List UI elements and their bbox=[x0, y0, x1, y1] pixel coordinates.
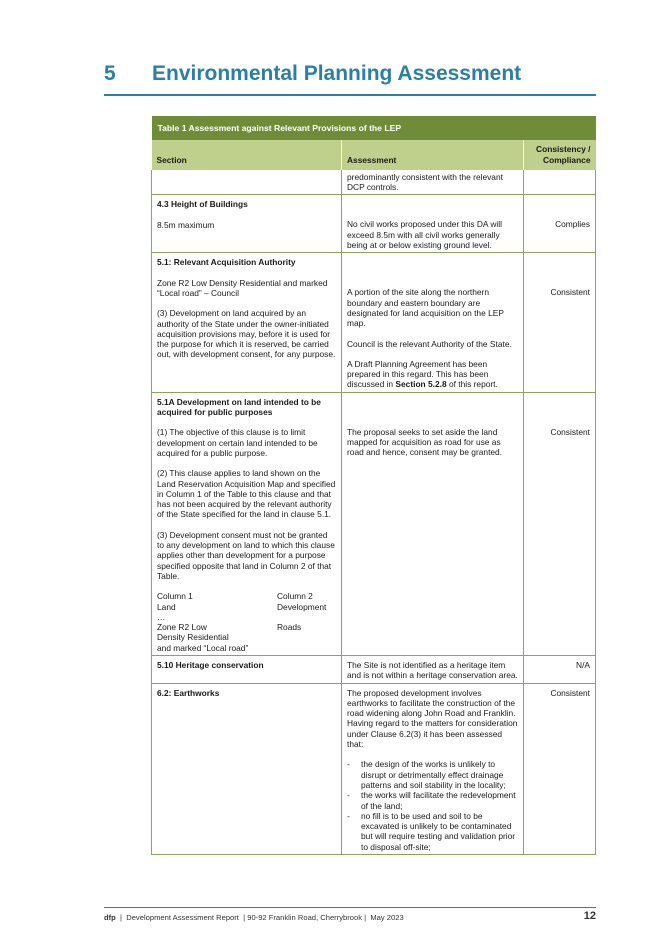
footer bbox=[104, 913, 404, 922]
page-number: 12 bbox=[583, 910, 596, 922]
list-item: - the design of the works is unlikely to disrupt or detrimentally effect drainage patterns and soil stability in the locality; bbox=[347, 759, 518, 790]
assessment-cell: A portion of the site along the northern boundary and eastern boundary are designated for land acquisition on the LEP map. Council is the relevant Authority of the State. A Draft Planning Agreement has been prepared in this regard. This has been discussed in Section 5.2.8 of this report. bbox=[342, 253, 524, 392]
footer-rule bbox=[104, 907, 596, 908]
table-row bbox=[152, 392, 596, 655]
section-cell bbox=[152, 655, 342, 683]
compliance-cell: Consistent bbox=[524, 392, 596, 655]
compliance-cell: Complies bbox=[524, 195, 596, 253]
section-cell: 4.3 Height of Buildings 8.5m maximum bbox=[152, 195, 342, 253]
section-cell: 5.1A Development on land intended to be acquired for public purposes (1) The objective of this clause is to limit development on certain land intended to be acquired for a public purpose. (2) This clause applies to land shown on the Land Reservation Acquisition Map and specified in Column 1 of the Table to this clause and that has not been acquired by the relevant authority of the State specified for the land in clause 5.1. (3) Development consent must not be granted to any development on land to which this clause applies other than development for a purpose specified opposite that land in Column 2 of that Table. Column 1 LandColumn 2 Development … Zone R2 Low Density Residential and marked “Local road”Roads bbox=[152, 392, 342, 655]
assessment-cell: predominantly consistent with the relevant DCP controls. bbox=[342, 170, 524, 195]
assessment-cell: No civil works proposed under this DA will exceed 8.5m with all civil works generally being at or below existing ground level. bbox=[342, 195, 524, 253]
assessment-cell: The proposal seeks to set aside the land mapped for acquisition as road for use as road and hence, consent may be granted. bbox=[342, 392, 524, 655]
header-section: Section bbox=[152, 140, 342, 170]
section-heading bbox=[104, 62, 596, 94]
row-title: 5.10 Heritage conservation bbox=[157, 659, 264, 670]
section-cell: 5.1: Relevant Acquisition Authority Zone R2 Low Density Residential and marked “Local road” – Council (3) Development on land acquired by an authority of the State under the owner-initiated acquisition provisions may, before it is used for the purpose for which it is reserved, be carried out, with development consent, for any purpose. bbox=[152, 253, 342, 392]
footer-brand: dfp bbox=[104, 913, 116, 922]
row-title: 4.3 Height of Buildings bbox=[157, 199, 248, 210]
land-table: Column 1 LandColumn 2 Development bbox=[157, 591, 327, 612]
section-number: 5 bbox=[104, 62, 116, 85]
section-cell bbox=[152, 683, 342, 854]
table-header-row bbox=[152, 140, 596, 170]
header-compliance: Consistency / Compliance bbox=[524, 140, 596, 170]
compliance-cell: Consistent bbox=[524, 253, 596, 392]
assessment-cell: The proposed development involves earthworks to facilitate the construction of the road widening along John Road and Franklin. Having regard to the matters for consideration under Clause 6.2(3) it has been assessed that: - the design of the works is unlikely to disrupt or detrimentally effect drainage patterns and soil stability in the locality; - the works will facilitate the redevelopment of the land; - no fill is to be used and soil to be excavated is unlikely to be contaminated but will require testing and validation prior to disposal off-site; bbox=[342, 683, 524, 854]
table-row bbox=[152, 253, 596, 392]
compliance-cell: Consistent bbox=[524, 683, 596, 854]
list-item: - no fill is to be used and soil to be excavated is unlikely to be contaminated but will require testing and validation prior to disposal off-site; bbox=[347, 811, 518, 852]
table-row bbox=[152, 170, 596, 195]
table-title: Table 1 Assessment against Relevant Provisions of the LEP bbox=[152, 116, 596, 140]
footer-text: | Development Assessment Report | 90-92 Franklin Road, Cherrybrook | May 2023 bbox=[115, 913, 404, 922]
header-assessment: Assessment bbox=[342, 140, 524, 170]
heading-rule bbox=[104, 94, 596, 96]
list-item: - the works will facilitate the redevelopment of the land; bbox=[347, 790, 518, 811]
row-title: 5.1: Relevant Acquisition Authority bbox=[157, 257, 296, 268]
row-title: 5.1A Development on land intended to be acquired for public purposes bbox=[157, 396, 321, 418]
table-row bbox=[152, 195, 596, 253]
table-row bbox=[152, 683, 596, 854]
section-title: Environmental Planning Assessment bbox=[152, 62, 522, 85]
assessment-cell: The Site is not identified as a heritage item and is not within a heritage conservation area. bbox=[342, 655, 524, 683]
table-row bbox=[152, 655, 596, 683]
compliance-cell: N/A bbox=[524, 655, 596, 683]
assessment-list bbox=[347, 759, 518, 852]
row-title: 6.2: Earthworks bbox=[157, 687, 220, 698]
lep-assessment-table bbox=[151, 116, 596, 855]
